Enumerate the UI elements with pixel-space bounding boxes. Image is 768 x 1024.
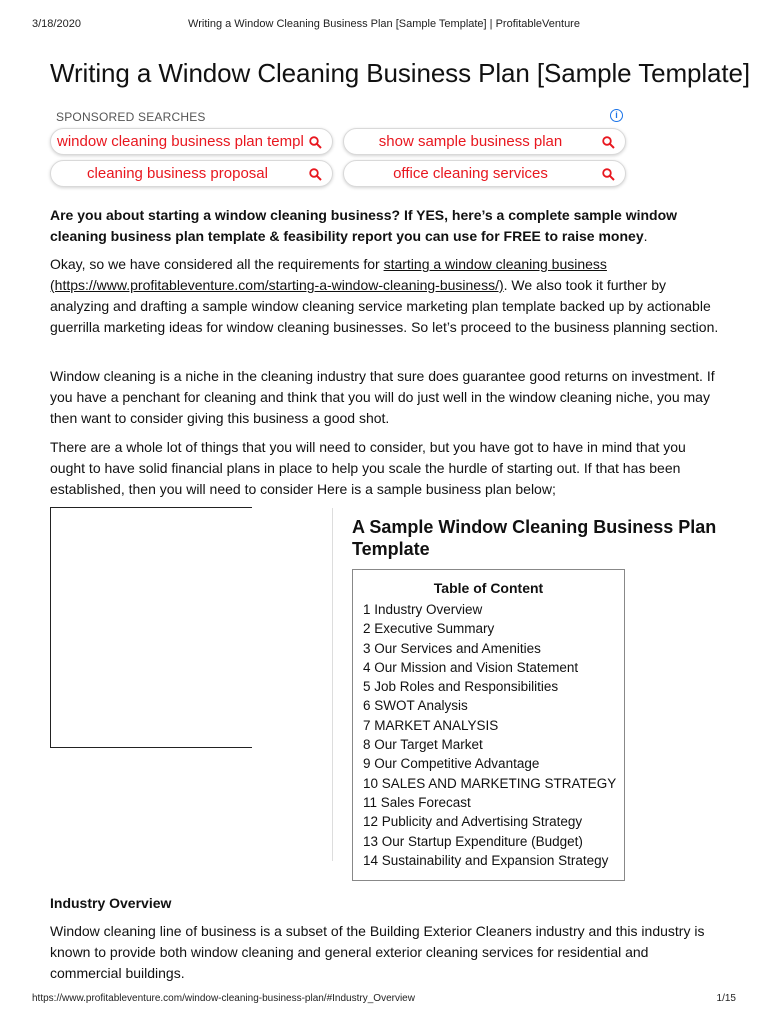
- lead-paragraph: [50, 205, 720, 247]
- toc-list: [363, 600, 616, 870]
- toc-item[interactable]: 13 Our Startup Expenditure (Budget): [363, 833, 583, 849]
- print-header: [0, 18, 768, 32]
- toc-item[interactable]: 2 Executive Summary: [363, 621, 495, 637]
- print-footer: [0, 993, 768, 1007]
- chip-label: show sample business plan: [378, 133, 563, 150]
- industry-overview-heading: Industry Overview: [50, 895, 172, 911]
- toc-item[interactable]: 9 Our Competitive Advantage: [363, 756, 540, 772]
- lead-text: Are you about starting a window cleaning business? If YES, here’s a complete sample window cleaning business plan template & feasibility report you can use for FREE to raise money: [50, 207, 678, 244]
- print-url: https://www.profitableventure.com/window-cleaning-business-plan/#Industry_Overview: [32, 993, 415, 1004]
- print-page-number: 1/15: [716, 993, 736, 1004]
- intro-text-before: Okay, so we have considered all the requirements for: [50, 256, 384, 272]
- table-of-contents: [352, 569, 625, 881]
- sponsored-label: SPONSORED SEARCHES: [56, 110, 206, 124]
- print-page-title: Writing a Window Cleaning Business Plan [Sample Template] | ProfitableVenture: [188, 18, 580, 30]
- toc-item[interactable]: 10 SALES AND MARKETING STRATEGY: [363, 775, 617, 791]
- search-icon: [602, 168, 615, 181]
- toc-item[interactable]: 11 Sales Forecast: [363, 794, 471, 810]
- toc-item[interactable]: 6 SWOT Analysis: [363, 698, 468, 714]
- sponsored-chip-4[interactable]: [343, 160, 626, 187]
- toc-item[interactable]: 3 Our Services and Amenities: [363, 640, 541, 656]
- toc-item[interactable]: 12 Publicity and Advertising Strategy: [363, 814, 583, 830]
- chip-label: cleaning business proposal: [87, 165, 268, 182]
- intro-paragraph: [50, 254, 722, 338]
- search-icon: [309, 168, 322, 181]
- sponsored-chip-1[interactable]: [50, 128, 333, 155]
- column-divider: [332, 508, 333, 861]
- intro-text-after: . We also took it further by analyzing and drafting a sample window cleaning service marketing plan template backed up by actionable guerrilla marketing ideas for window cleaning businesses. So let’s proceed to the business planning section.: [50, 277, 719, 335]
- toc-item[interactable]: 4 Our Mission and Vision Statement: [363, 659, 579, 675]
- lead-period: .: [643, 228, 648, 244]
- starting-business-link[interactable]: starting a window cleaning business: [383, 256, 607, 272]
- chip-label: office cleaning services: [393, 165, 548, 182]
- starting-business-url-link[interactable]: (https://www.profitableventure.com/starting-a-window-cleaning-business/): [50, 277, 504, 293]
- chip-label: window cleaning business plan templ: [57, 133, 304, 150]
- sample-plan-heading: A Sample Window Cleaning Business Plan Template: [352, 517, 717, 559]
- info-icon[interactable]: i: [610, 109, 623, 122]
- toc-heading: Table of Content: [433, 580, 544, 596]
- search-icon: [602, 136, 615, 149]
- toc-item[interactable]: 7 MARKET ANALYSIS: [363, 717, 499, 733]
- sponsored-chip-3[interactable]: [50, 160, 333, 187]
- toc-item[interactable]: 14 Sustainability and Expansion Strategy: [363, 852, 609, 868]
- industry-overview-paragraph: Window cleaning line of business is a subset of the Building Exterior Cleaners industry and this industry is known to provide both window cleaning and general exterior cleaning services for residential and commercial buildings.: [50, 923, 705, 981]
- page-title: Writing a Window Cleaning Business Plan [Sample Template]: [50, 58, 751, 88]
- toc-item[interactable]: 8 Our Target Market: [363, 737, 483, 753]
- print-date: 3/18/2020: [32, 18, 81, 30]
- niche-paragraph: Window cleaning is a niche in the cleaning industry that sure does guarantee good returns on investment. If you have a penchant for cleaning and think that you will do just well in the window cleaning niche, you may then want to consider giving this business a good shot.: [50, 368, 715, 426]
- sponsored-chip-2[interactable]: [343, 128, 626, 155]
- financial-paragraph: There are a whole lot of things that you will need to consider, but you have got to have in mind that you ought to have solid financial plans in place to help you scale the hurdle of starting out. If that has been established, then you will need to consider Here is a sample business plan below;: [50, 439, 686, 497]
- toc-item[interactable]: 5 Job Roles and Responsibilities: [363, 679, 559, 695]
- toc-item[interactable]: 1 Industry Overview: [363, 602, 483, 617]
- search-icon: [309, 136, 322, 149]
- image-placeholder: [50, 507, 252, 748]
